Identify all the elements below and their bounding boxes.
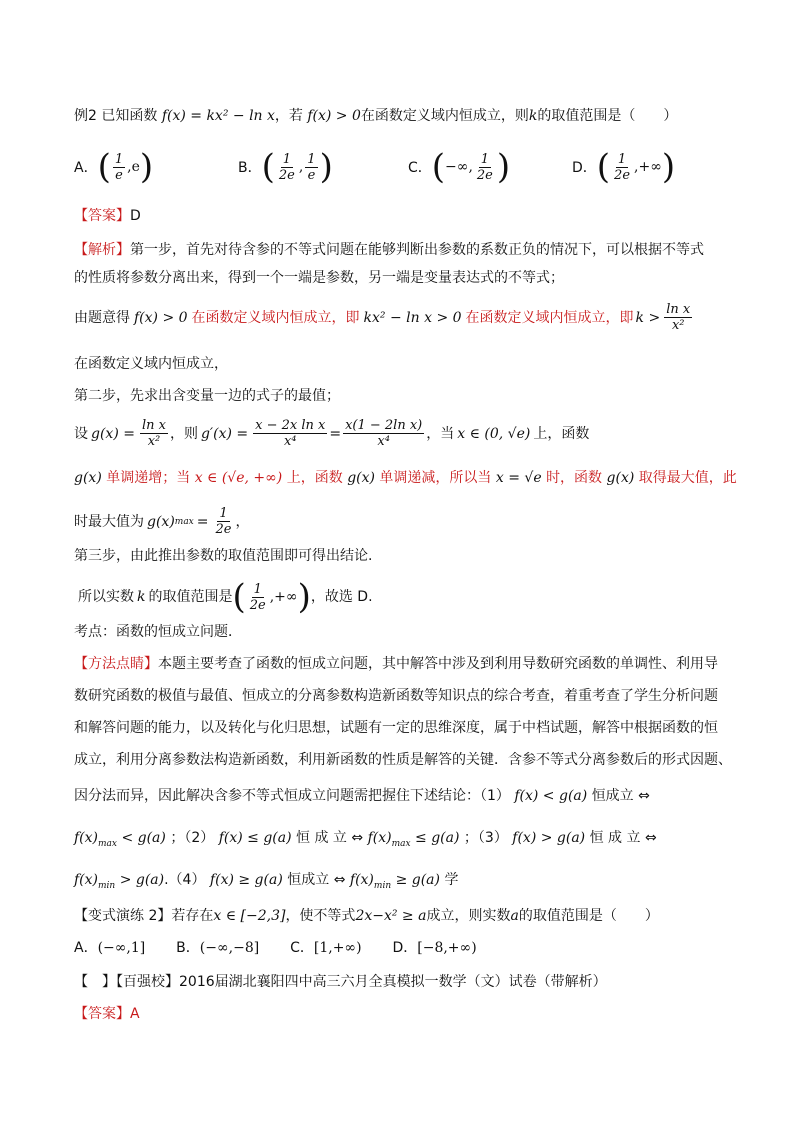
math-inline: = — [196, 513, 209, 530]
analysis-line-6 — [74, 418, 589, 449]
text: 若存在 — [171, 908, 214, 924]
math-inline: > g(a) — [119, 872, 165, 888]
subscript: min — [373, 880, 392, 891]
option-a-left: $\frac{1}{e}$ — [114, 151, 124, 183]
option-d-label: D． — [572, 160, 597, 176]
math-inline: f(x) > 0 — [134, 309, 188, 326]
text: 的取值范围是 — [148, 589, 233, 605]
math-inline: f(x) < g(a) — [514, 788, 588, 804]
analysis-line-2: 的性质将参数分离出来，得到一个一端是参数，另一端是变量表达式的不等式； — [74, 270, 564, 286]
option-c-label: C． — [408, 160, 432, 176]
fraction: $\frac{1}{2e}$ — [249, 581, 266, 613]
answer-tag: 【答案】 — [74, 208, 130, 224]
option-a: A． ( $\frac{1}{e}$ , e ) — [74, 147, 154, 187]
variant-stem — [74, 906, 659, 926]
variant-option-c: C．[1,+∞) — [290, 940, 362, 956]
analysis-line-9: 第三步，由此推出参数的取值范围即可得出结论. — [74, 548, 373, 564]
option-d-left: $\frac{1}{2e}$ — [614, 151, 631, 183]
method-tag: 【方法点睛】 — [74, 656, 158, 672]
analysis-line-10: 所以实数 k 的取值范围是 ( $\frac{1}{2e}$ , +∞ ) ，故选 D. — [78, 577, 373, 617]
fraction-lnx-x2: $\frac{\text{ln x}}{\text{x²}}$ — [666, 302, 691, 333]
variant-option-a: A．(−∞,1] — [74, 940, 146, 956]
text: 上，函数 — [533, 425, 590, 442]
variant-option-d: D．[−8,+∞) — [392, 940, 477, 956]
option-b-left: $\frac{1}{2e}$ — [278, 151, 295, 183]
text: 恒 成 立 ⇔ — [589, 830, 657, 846]
red-text: 单调递增；当 — [106, 470, 191, 486]
text: ，则 — [169, 425, 198, 442]
option-a-right: e — [131, 159, 140, 175]
variant-option-b: B．(−∞,−8] — [176, 940, 260, 956]
fraction: $\frac{\text{ln x}}{\text{x²}}$ — [141, 418, 166, 449]
param-k: k — [528, 108, 538, 124]
analysis-line-4: 在函数定义域内恒成立， — [74, 356, 228, 372]
red-text: 在函数定义域内恒成立，即 — [465, 309, 634, 326]
answer-tag: 【答案】 — [74, 1006, 130, 1022]
math-inline: g′(x) = — [200, 425, 249, 442]
text: 时最大值为 — [74, 513, 144, 530]
question-stem — [74, 106, 677, 126]
option-b-label: B． — [238, 160, 262, 176]
math-inline: g(x) — [606, 470, 635, 486]
method-line-7 — [74, 870, 458, 896]
question-prefix: 例2 已知函数 — [74, 108, 158, 124]
method-line-6 — [74, 828, 657, 854]
source-line: 【 】【百强校】2016届湖北襄阳四中高三六月全真模拟一数学（文）试卷（带解析） — [74, 974, 607, 990]
text: ，故选 D. — [310, 589, 373, 605]
function-definition: f(x) = kx² − ln x — [161, 108, 275, 124]
analysis-line-8 — [74, 506, 249, 537]
positivity-condition: f(x) > 0 — [307, 108, 361, 124]
red-text: 取得最大值，此 — [638, 470, 737, 486]
math-inline: f(x) — [74, 830, 99, 846]
text: 恒成立 ⇔ — [287, 872, 346, 888]
text: ，使不等式 — [285, 908, 356, 924]
text: 本题主要考查了函数的恒成立问题，其中解答中涉及到利用导数研究函数的单调性、利用导 — [158, 656, 718, 672]
math-inline: f(x) — [367, 830, 392, 846]
option-b: B． ( $\frac{1}{2e}$ , $\frac{1}{e}$ ) — [238, 147, 333, 187]
text: .（4） — [164, 872, 206, 888]
answer-value: A — [130, 1006, 140, 1022]
math-inline: x ∈ (√e, +∞) — [194, 470, 283, 486]
text: 的取值范围是（ ） — [518, 908, 659, 924]
red-text: 在函数定义域内恒成立，即 — [191, 309, 360, 326]
subscript: max — [391, 838, 411, 849]
option-c-right: $\frac{1}{2e}$ — [476, 151, 493, 183]
analysis-line-5: 第二步，先求出含变量一边的式子的最值； — [74, 388, 340, 404]
fraction: $\frac{1}{2e}$ — [215, 506, 232, 537]
math-inline: k > — [635, 309, 661, 326]
option-d: D． ( $\frac{1}{2e}$ , +∞ ) — [572, 147, 676, 187]
math-inline: f(x) ≥ g(a) — [209, 872, 283, 888]
math-inline: a — [510, 908, 519, 924]
text: 恒 成 立 ⇔ — [296, 830, 364, 846]
math-inline: g(x) — [74, 470, 102, 486]
math-inline: x ∈ (0, √e) — [457, 425, 531, 442]
method-line-3: 和解答问题的能力，以及转化与化归思想，试题有一定的思维深度，属于中档试题，解答中根据函数的恒 — [74, 720, 718, 736]
text: 所以实数 — [78, 589, 134, 605]
subscript: max — [98, 838, 117, 849]
math-inline: k — [137, 589, 146, 605]
answer-2 — [74, 1004, 140, 1024]
subscript: max — [174, 516, 194, 527]
text: ；（3） — [463, 830, 508, 846]
text: 成立，则实数 — [426, 908, 511, 924]
fraction: $\frac{\text{x(1 − 2ln x)}}{\text{x⁴}}$ — [345, 418, 423, 449]
option-c-left: −∞ — [445, 159, 469, 175]
method-line-5 — [74, 786, 650, 806]
math-inline: f(x) > g(a) — [512, 830, 586, 846]
text: 由题意得 — [74, 309, 130, 326]
question-suffix-2: 的取值范围是（ ） — [537, 108, 678, 124]
math-inline: x = √e — [495, 470, 542, 486]
math-inline: g(x) — [147, 513, 175, 530]
question-suffix: 在函数定义域内恒成立，则 — [360, 108, 529, 124]
text: 因分法而异，因此解决含参不等式恒成立问题需把握住下述结论：（1） — [74, 788, 510, 804]
analysis-text-1: 第一步，首先对待含参的不等式问题在能够判断出参数的系数正负的情况下，可以根据不等式 — [130, 242, 704, 258]
text: ， — [235, 513, 250, 530]
option-c: C． ( −∞ , $\frac{1}{2e}$ ) — [408, 147, 511, 187]
math-inline: g(x) — [347, 470, 375, 486]
option-a-label: A． — [74, 160, 98, 176]
option-b-right: $\frac{1}{e}$ — [307, 151, 316, 183]
kaodian: 考点：函数的恒成立问题． — [74, 624, 242, 640]
analysis-tag: 【解析】 — [74, 242, 130, 258]
math-inline: g(x) = — [91, 425, 135, 442]
red-text: 单调递减，所以当 — [379, 470, 492, 486]
option-d-right: +∞ — [638, 159, 662, 175]
text: 设 — [74, 425, 88, 442]
analysis-line-7 — [74, 468, 737, 488]
fraction: $\frac{\text{x − 2x ln x}}{\text{x⁴}}$ — [255, 418, 326, 449]
method-line-2: 数研究函数的极值与最值、恒成立的分离参数构造新函数等知识点的综合考查，着重考查了学生分析问题 — [74, 688, 718, 704]
text: ；（2） — [170, 830, 215, 846]
text: 恒成立 ⇔ — [591, 788, 650, 804]
text: 学 — [444, 872, 459, 888]
red-text: 上，函数 — [286, 470, 343, 486]
math-inline: ≥ g(a) — [395, 872, 440, 888]
math-inline: ≤ g(a) — [415, 830, 460, 846]
math-inline: +∞ — [274, 589, 298, 605]
text: ，当 — [426, 425, 455, 442]
subscript: min — [98, 880, 116, 891]
math-inline: < g(a) — [121, 830, 166, 846]
answer-value: D — [130, 208, 141, 224]
variant-options — [74, 938, 477, 958]
math-inline: x ∈ [−2,3] — [213, 908, 286, 924]
math-inline: f(x) — [349, 872, 374, 888]
method-line-4: 成立，利用分离参数法构造新函数，利用新函数的性质是解答的关键．含参不等式分离参数后的形式因题、 — [74, 752, 732, 768]
analysis-line-3 — [74, 302, 694, 333]
question-mid: ，若 — [274, 108, 303, 124]
math-inline: f(x) ≤ g(a) — [218, 830, 292, 846]
math-inline: kx² − ln x > 0 — [363, 309, 462, 326]
math-inline: = — [329, 425, 342, 442]
red-text: 时，函数 — [546, 470, 603, 486]
math-inline: f(x) — [74, 872, 99, 888]
variant-tag: 【变式演练 2】 — [74, 908, 172, 924]
analysis-line-1 — [74, 240, 704, 260]
math-inline: 2x−x² ≥ a — [355, 908, 427, 924]
method-line-1 — [74, 654, 718, 674]
answer-1 — [74, 206, 141, 226]
